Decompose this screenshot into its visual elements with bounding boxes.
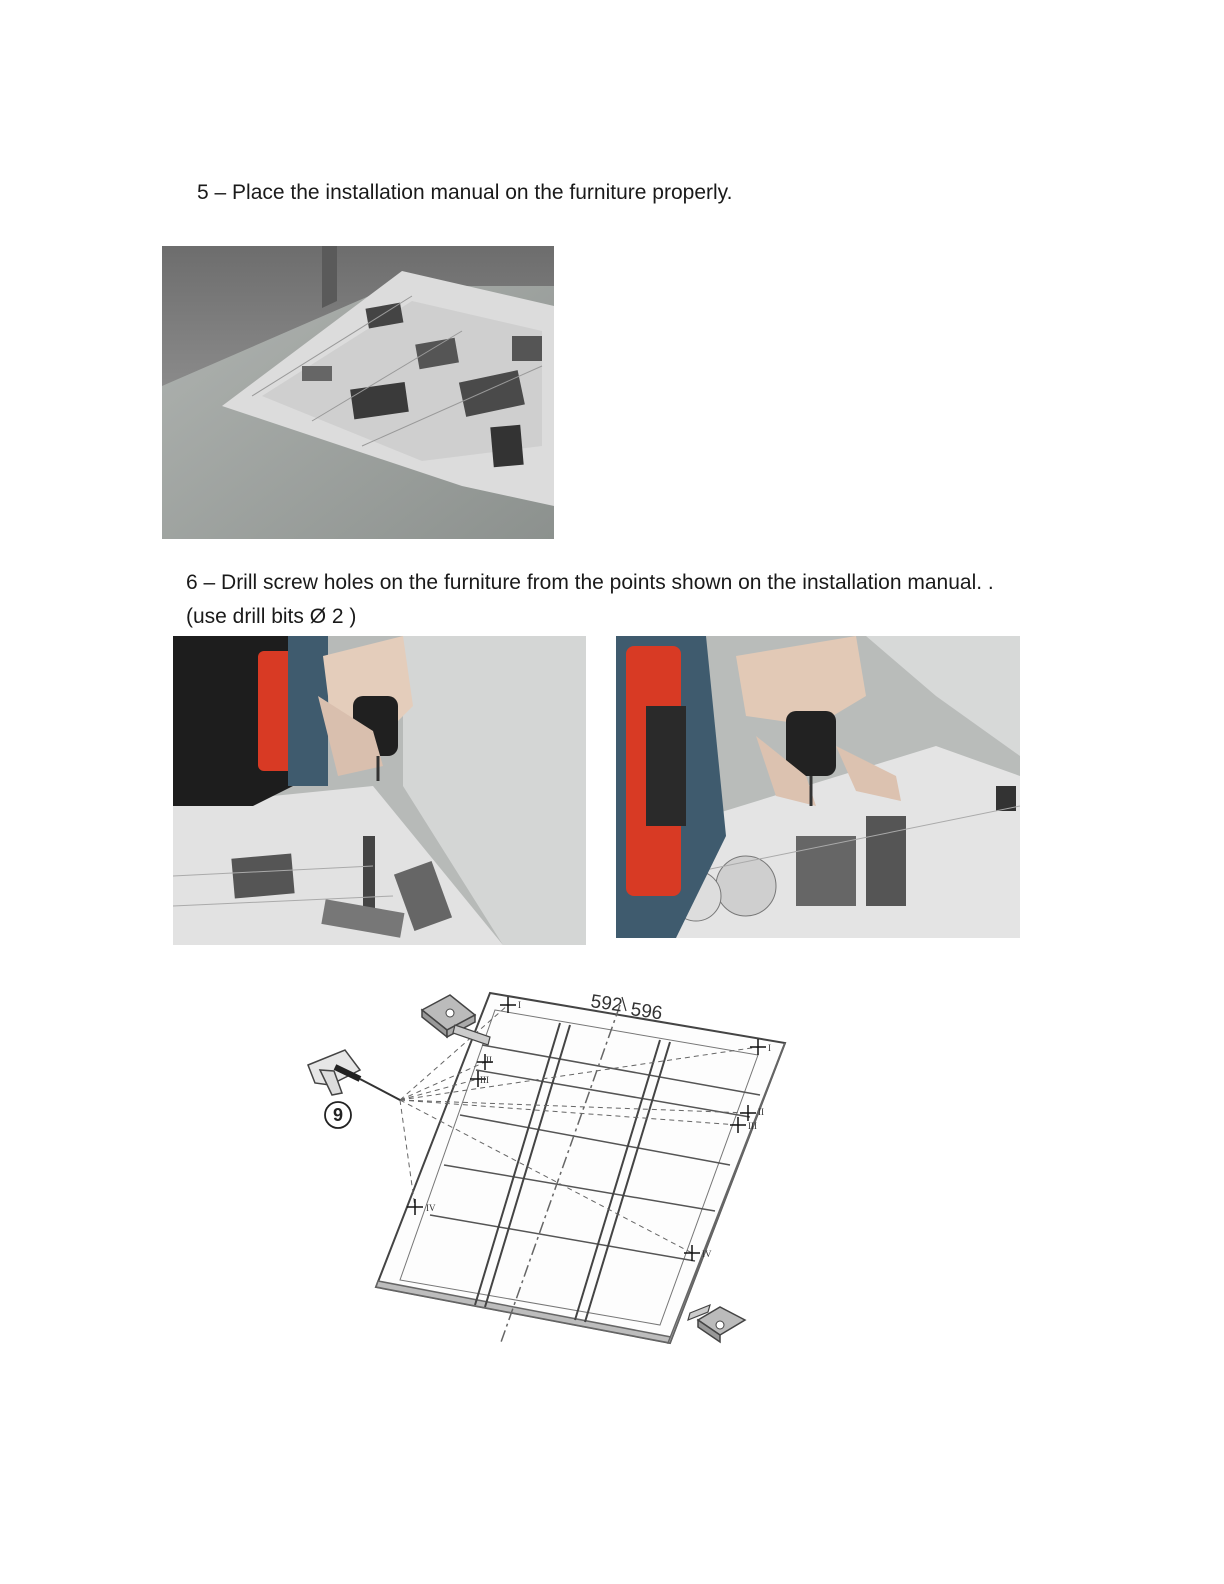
point-label-right-i: I: [768, 1043, 771, 1053]
point-label-top-ii: II: [486, 1055, 492, 1065]
step-5-instruction: 5 – Place the installation manual on the furniture properly.: [197, 181, 733, 204]
drill-icon: [308, 1050, 400, 1100]
point-label-top-iv: IV: [426, 1203, 436, 1213]
point-label-right-ii: II: [758, 1107, 764, 1117]
step-6-instruction: [186, 566, 994, 634]
photo-drilling-left: [173, 636, 586, 945]
photo-manual-on-furniture: [162, 246, 554, 539]
step-6-line-2: (use drill bits Ø 2 ): [186, 605, 357, 628]
dimension-label-592: 592: [589, 991, 624, 1017]
point-label-top-i: I: [518, 1000, 521, 1010]
dimension-label-596: 596: [629, 999, 664, 1025]
photo-drilling-right: [616, 636, 1020, 938]
point-label-right-iv: IV: [702, 1249, 712, 1259]
step-6-line-1: 6 – Drill screw holes on the furniture from the points shown on the installation manual. .: [186, 571, 994, 594]
step-number-badge: 9: [332, 1105, 344, 1125]
drilling-template-diagram: [290, 975, 810, 1355]
point-label-top-iii: III: [480, 1075, 489, 1085]
point-label-right-iii: III: [748, 1121, 757, 1131]
bracket-icon-bottom: [688, 1305, 745, 1342]
